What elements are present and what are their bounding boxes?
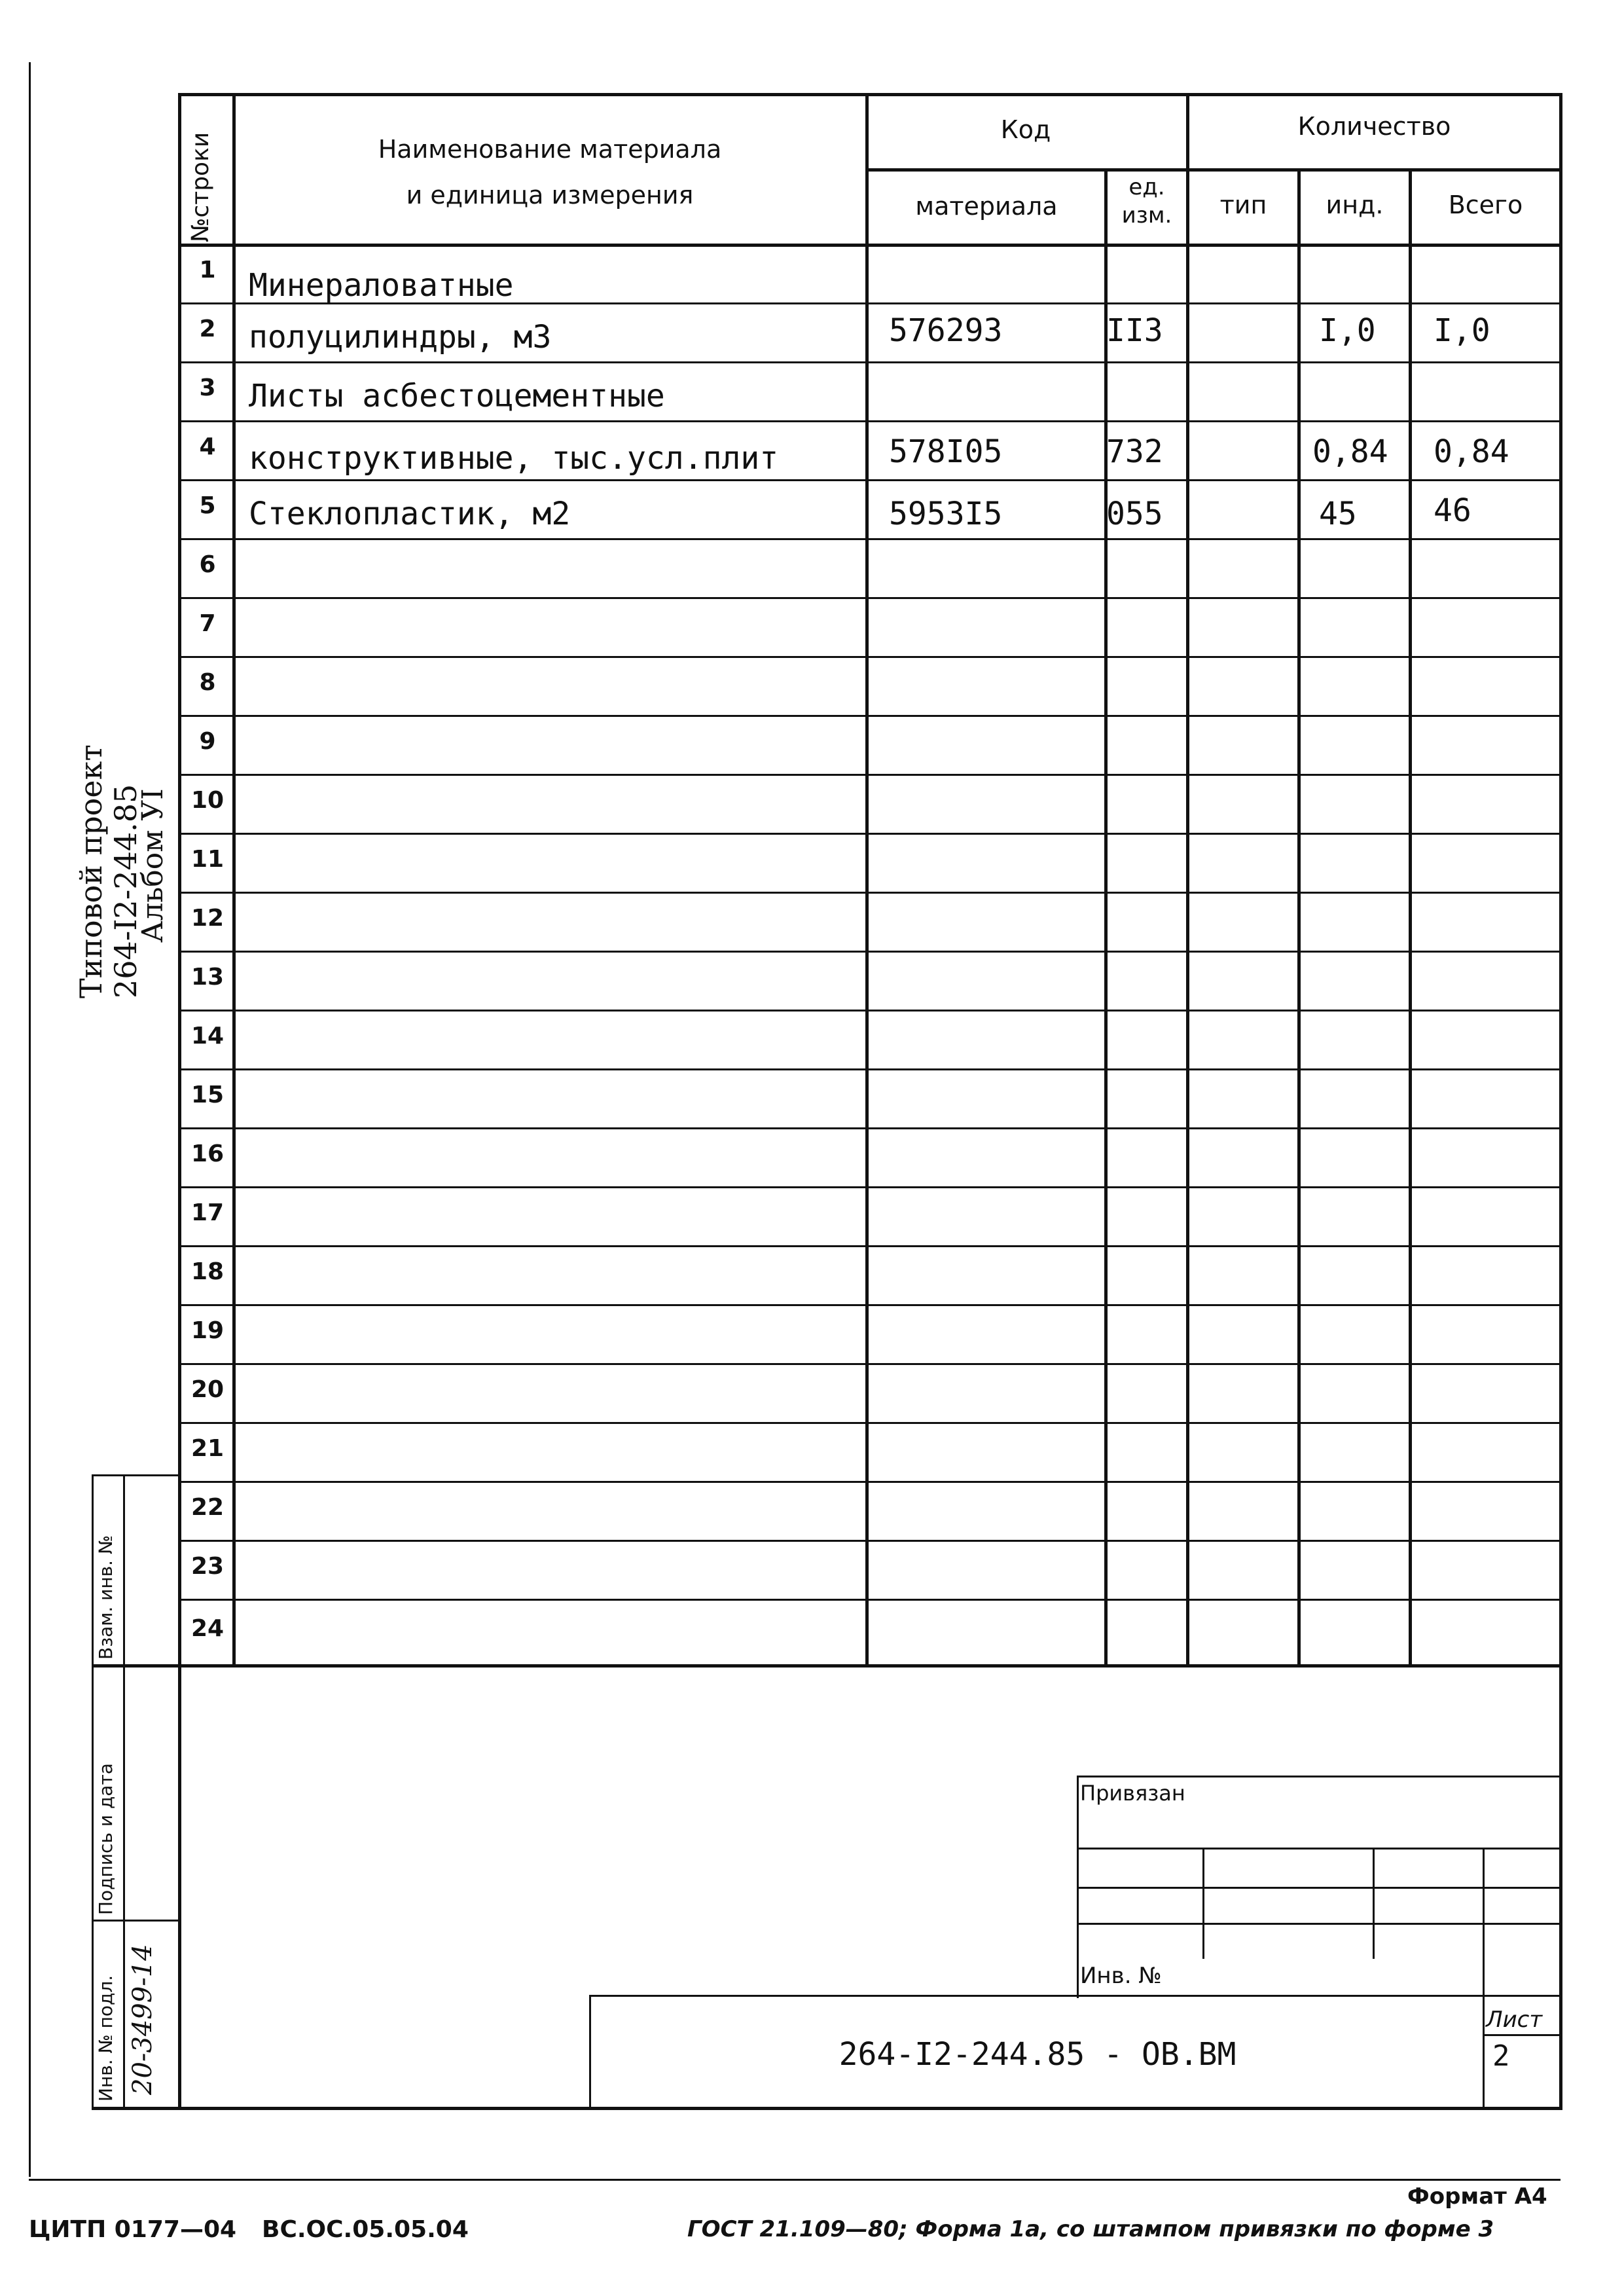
row-number: 4 [199, 433, 216, 460]
stamp-col [1483, 1848, 1485, 2107]
qty-total: 0,84 [1434, 433, 1509, 470]
header-name-line2: и единица измерения [406, 181, 694, 210]
row-line [178, 833, 1559, 835]
row-line [178, 1068, 1559, 1070]
stamp-inv-label: Инв. № [1080, 1963, 1162, 1989]
unit-code: 055 [1106, 496, 1163, 532]
col-line-unit [1104, 168, 1108, 1664]
side-title-line2: 264-I2-244.85 [108, 784, 143, 998]
side-stamp-sign-date: Подпись и дата [95, 1763, 117, 1915]
row-number: 21 [190, 1435, 225, 1462]
qty-ind: 45 [1319, 496, 1357, 532]
footer-left-code2: ВС.ОС.05.05.04 [262, 2216, 469, 2243]
material-name: полуцилиндры, м3 [249, 319, 552, 355]
col-line-qty [1186, 93, 1189, 1664]
stamp-sheet-label: Лист [1486, 2007, 1543, 2033]
material-name: конструктивные, тыс.усл.плит [249, 440, 779, 477]
header-code-unit-1: ед. [1128, 174, 1165, 200]
side-stamp-line [92, 1474, 94, 2107]
frame-bottom [92, 2107, 1562, 2110]
col-line-ind [1409, 168, 1412, 1664]
stamp-line [1077, 1887, 1561, 1889]
side-stamp-div [92, 1664, 180, 1666]
col-line-type [1297, 168, 1301, 1664]
col-line-material [865, 93, 869, 1664]
qty-ind: I,0 [1319, 312, 1376, 349]
row-line [178, 420, 1559, 422]
row-number: 16 [190, 1140, 225, 1167]
material-code: 578I05 [889, 433, 1003, 470]
row-line [178, 774, 1559, 776]
row-number: 12 [190, 905, 225, 932]
header-mid-line [865, 168, 1562, 172]
row-line [178, 361, 1559, 363]
header-qty-type: тип [1219, 191, 1267, 219]
row-number: 8 [199, 669, 216, 696]
side-stamp-inv-replace: Взам. инв. № [95, 1535, 117, 1660]
side-title-line1: Типовой проект [73, 744, 109, 998]
row-number: 15 [190, 1082, 225, 1108]
stamp-col [1373, 1848, 1375, 1959]
stamp-document-code: 264-I2-244.85 - ОВ.ВМ [839, 2036, 1236, 2073]
unit-code: II3 [1106, 312, 1163, 349]
row-number: 20 [190, 1376, 225, 1403]
qty-ind: 0,84 [1312, 433, 1388, 470]
header-code-material: материала [915, 192, 1058, 221]
row-number: 24 [190, 1615, 225, 1642]
material-name: Листы асбестоцементные [249, 378, 665, 414]
header-code-unit-2: изм. [1121, 202, 1172, 228]
row-number: 7 [199, 610, 216, 637]
stamp-line [1077, 1848, 1561, 1850]
stamp-attached-label: Привязан [1080, 1781, 1185, 1806]
row-number: 23 [190, 1553, 225, 1580]
side-title-line3: Альбом УI [136, 788, 170, 943]
header-bottom-line [178, 244, 1562, 247]
row-line [178, 1304, 1559, 1306]
row-line [178, 1599, 1559, 1601]
row-line [178, 538, 1559, 540]
side-stamp-top [92, 1474, 180, 1476]
row-number: 18 [190, 1258, 225, 1285]
row-line [178, 479, 1559, 481]
row-line [178, 1481, 1559, 1483]
row-line [178, 892, 1559, 894]
row-line [178, 1363, 1559, 1365]
row-number: 14 [190, 1023, 225, 1049]
stamp-main-left [589, 1995, 591, 2107]
row-number: 19 [190, 1317, 225, 1344]
unit-code: 732 [1106, 433, 1163, 470]
row-number: 5 [199, 492, 216, 519]
stamp-line [1077, 1923, 1561, 1925]
qty-total: I,0 [1434, 312, 1490, 349]
side-stamp-inv-value: 20-3499-14 [128, 1944, 158, 2095]
row-line [178, 951, 1559, 953]
row-number: 11 [190, 846, 225, 873]
row-line [178, 1127, 1559, 1129]
material-name: Минераловатные [249, 267, 514, 304]
material-name: Стеклопластик, м2 [249, 496, 571, 532]
row-number: 6 [199, 551, 216, 578]
material-code: 5953I5 [889, 496, 1003, 532]
footer-format: Формат А4 [1407, 2183, 1547, 2210]
stamp-line [1077, 1776, 1561, 1777]
row-number: 2 [199, 316, 216, 342]
frame-outer-bottom [29, 2179, 1561, 2181]
stamp-col [1202, 1848, 1204, 1959]
stamp-sheet-value: 2 [1492, 2039, 1510, 2073]
header-qty-total: Всего [1448, 191, 1523, 219]
side-stamp-div [92, 1920, 180, 1922]
footer-gost: ГОСТ 21.109—80; Форма 1а, со штампом привязки по форме 3 [687, 2216, 1494, 2242]
row-number: 22 [190, 1494, 225, 1521]
side-stamp-inv-original: Инв. № подл. [95, 1975, 117, 2102]
row-line [178, 1010, 1559, 1011]
stamp-line [1483, 2034, 1561, 2036]
row-number: 3 [199, 374, 216, 401]
row-number: 17 [190, 1199, 225, 1226]
header-row-number: №строки [187, 132, 214, 242]
header-quantity: Количество [1297, 112, 1451, 141]
material-code: 576293 [889, 312, 1003, 349]
stamp-line [589, 1995, 1561, 1997]
row-number: 1 [199, 257, 216, 283]
frame-right [1559, 93, 1562, 2107]
row-line [178, 1422, 1559, 1424]
row-line [178, 656, 1559, 658]
row-line [178, 597, 1559, 599]
header-name-line1: Наименование материала [378, 135, 722, 164]
header-qty-ind: инд. [1326, 191, 1384, 219]
frame-left-edge [29, 62, 31, 2177]
header-code: Код [1000, 115, 1051, 144]
row-line [178, 1186, 1559, 1188]
row-number: 9 [199, 728, 216, 755]
row-number: 13 [190, 964, 225, 991]
row-number: 10 [190, 787, 225, 814]
footer-left-code1: ЦИТП 0177—04 [29, 2216, 237, 2243]
side-stamp-line [123, 1474, 125, 2107]
row-line [178, 1540, 1559, 1542]
row-line [178, 1245, 1559, 1247]
frame-top [178, 93, 1562, 96]
qty-total: 46 [1434, 492, 1471, 529]
row-line [178, 715, 1559, 717]
table-bottom-line [92, 1664, 1562, 1667]
